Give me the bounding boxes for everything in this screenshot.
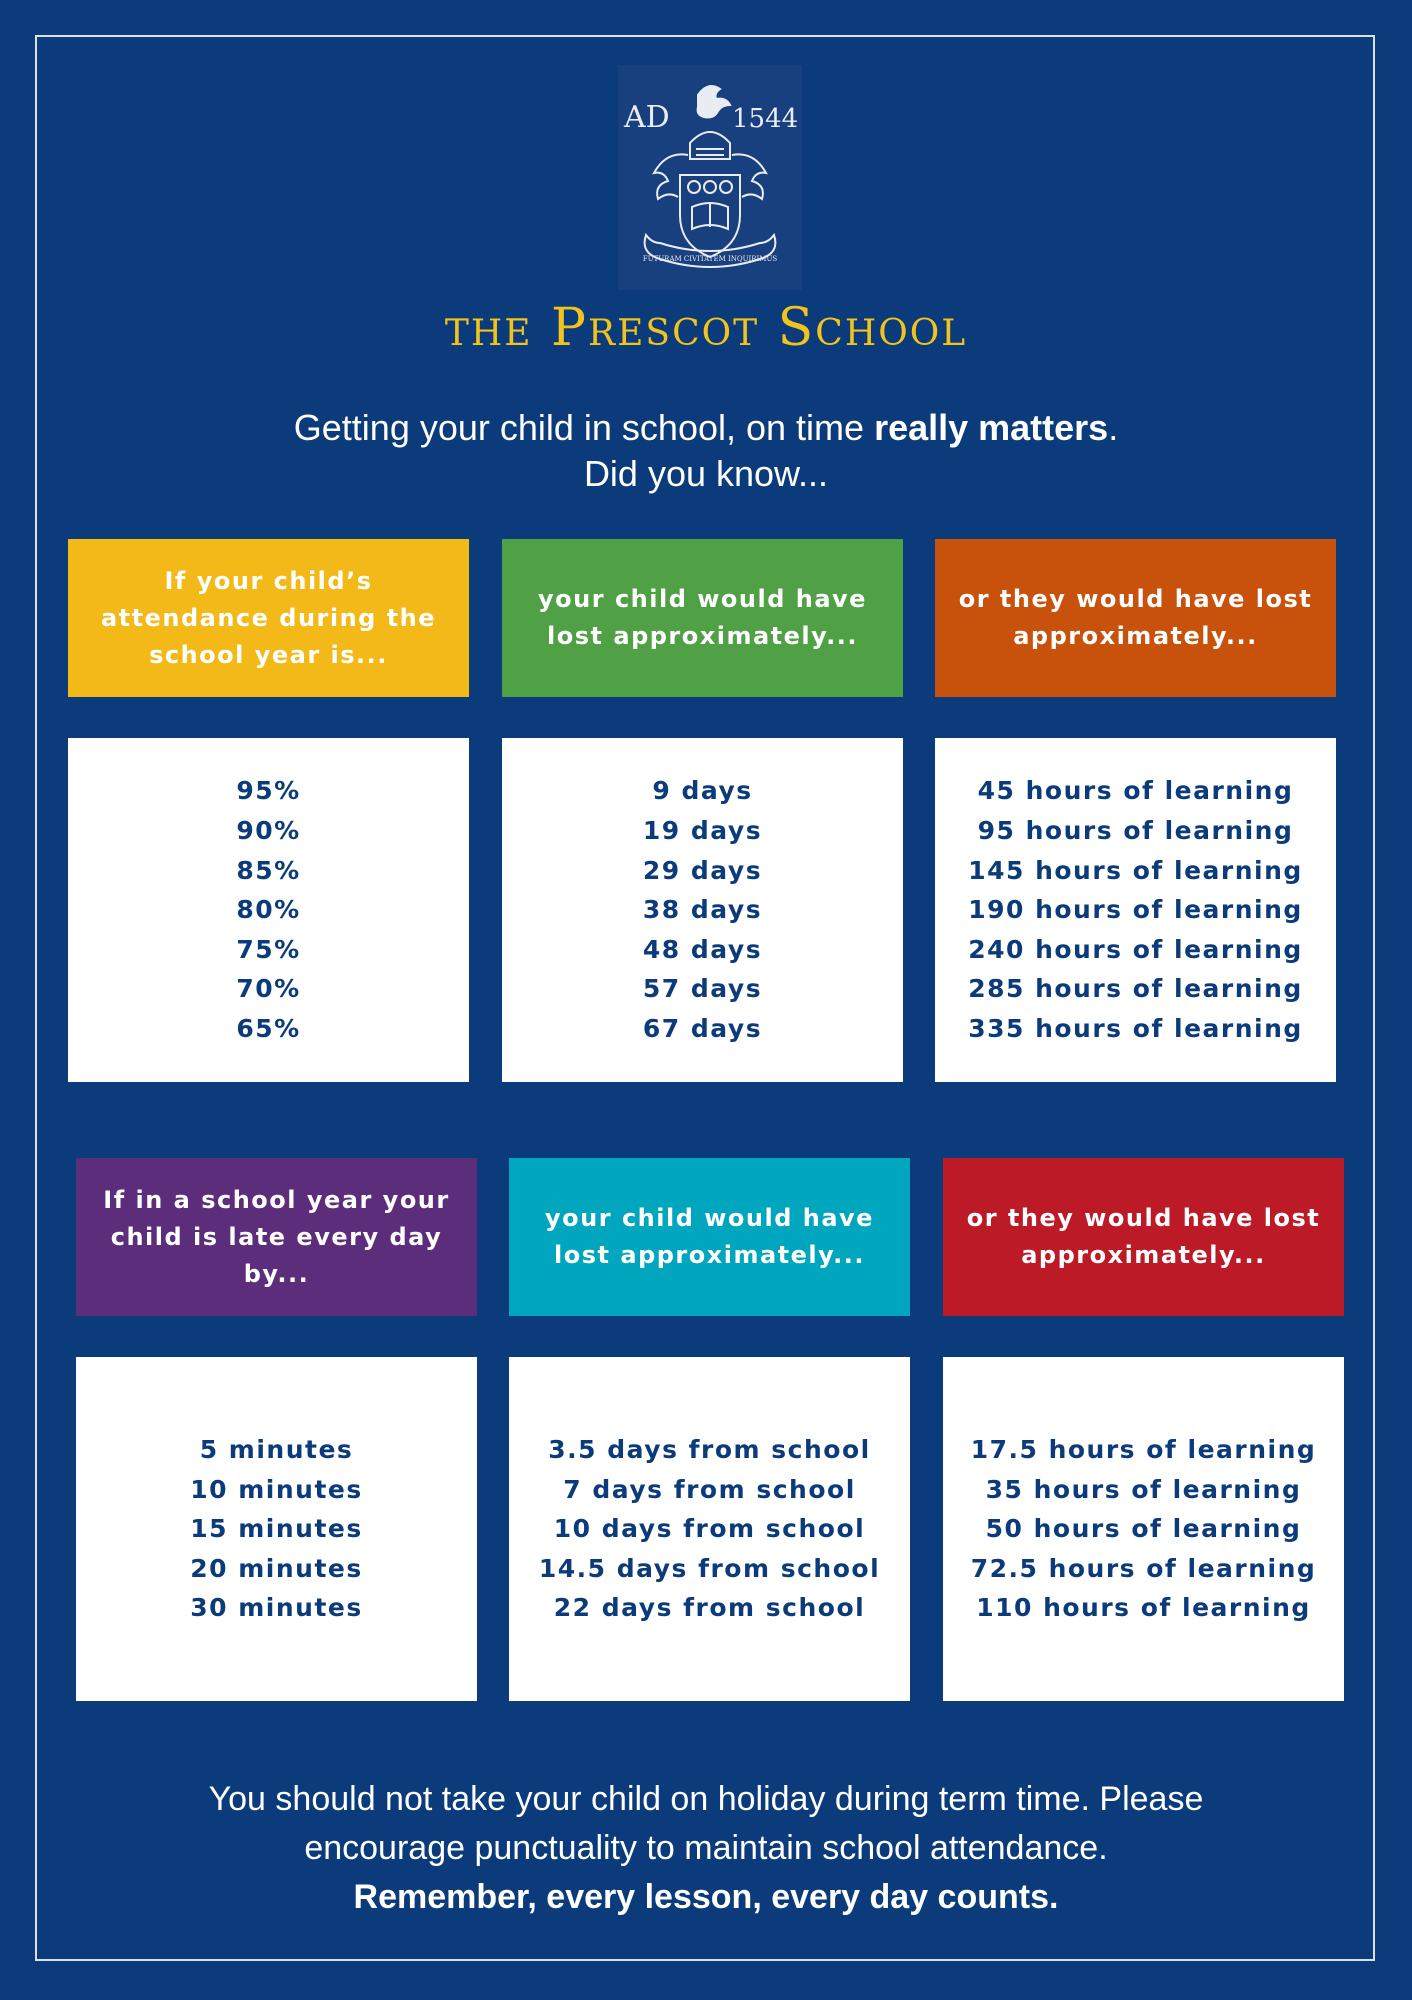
list-item: 75%: [236, 934, 301, 964]
list-item: 35 hours of learning: [985, 1474, 1302, 1504]
intro-text: [0, 405, 1412, 497]
footer-message: [0, 1775, 1412, 1922]
footer-line-2: encourage punctuality to maintain school attendance.: [304, 1829, 1108, 1867]
lateness-header: If in a school year your child is late every day by...: [76, 1158, 477, 1316]
list-item: 30 minutes: [190, 1593, 363, 1623]
list-item: 72.5 hours of learning: [970, 1553, 1317, 1583]
list-item: 10 days from school: [553, 1514, 866, 1544]
list-item: 45 hours of learning: [977, 776, 1294, 806]
list-item: 29 days: [642, 855, 763, 885]
list-item: 285 hours of learning: [968, 974, 1303, 1004]
footer-line-1: You should not take your child on holiday during term time. Please: [208, 1780, 1204, 1818]
late-hours-lost-header: or they would have lost approximately...: [943, 1158, 1344, 1316]
crest-motto: FUTURAM CIVITATEM INQUIRIMUS: [642, 255, 778, 263]
list-item: 67 days: [642, 1013, 763, 1043]
attendance-percentages: [68, 738, 469, 1082]
list-item: 190 hours of learning: [968, 895, 1303, 925]
list-item: 50 hours of learning: [985, 1514, 1302, 1544]
list-item: 22 days from school: [553, 1593, 866, 1623]
list-item: 335 hours of learning: [968, 1013, 1303, 1043]
attendance-header: If your child’s attendance during the school year is...: [68, 539, 469, 697]
list-item: 65%: [236, 1013, 301, 1043]
list-item: 7 days from school: [563, 1474, 856, 1504]
list-item: 90%: [236, 816, 301, 846]
list-item: 10 minutes: [190, 1474, 363, 1504]
list-item: 145 hours of learning: [968, 855, 1303, 885]
list-item: 38 days: [642, 895, 763, 925]
school-crest-logo: [618, 65, 802, 290]
hours-lost-header: or they would have lost approximately...: [935, 539, 1336, 697]
days-lost-header: your child would have lost approximately...: [502, 539, 903, 697]
list-item: 85%: [236, 855, 301, 885]
attendance-hours-lost: [935, 738, 1336, 1082]
list-item: 9 days: [652, 776, 753, 806]
list-item: 20 minutes: [190, 1553, 363, 1583]
list-item: 17.5 hours of learning: [970, 1435, 1317, 1465]
intro-line-2: Did you know...: [583, 453, 829, 494]
lateness-minutes: [76, 1357, 477, 1701]
crest-year-right: 1544: [732, 104, 799, 134]
late-days-lost-header: your child would have lost approximately...: [509, 1158, 910, 1316]
list-item: 80%: [236, 895, 301, 925]
footer-slogan: Remember, every lesson, every day counts.: [353, 1878, 1059, 1916]
list-item: 5 minutes: [199, 1435, 354, 1465]
list-item: 110 hours of learning: [976, 1593, 1311, 1623]
list-item: 240 hours of learning: [968, 934, 1303, 964]
school-name: the Prescot School: [444, 298, 968, 358]
list-item: 95%: [236, 776, 301, 806]
list-item: 48 days: [642, 934, 763, 964]
list-item: 3.5 days from school: [548, 1435, 871, 1465]
list-item: 14.5 days from school: [538, 1553, 881, 1583]
intro-emphasis: really matters: [874, 407, 1109, 448]
intro-line-1: Getting your child in school, on time really matters.: [293, 407, 1119, 448]
list-item: 95 hours of learning: [977, 816, 1294, 846]
lateness-days-lost: [509, 1357, 910, 1701]
list-item: 19 days: [642, 816, 763, 846]
list-item: 15 minutes: [190, 1514, 363, 1544]
list-item: 57 days: [642, 974, 763, 1004]
crest-year-left: AD: [624, 100, 670, 135]
attendance-days-lost: [502, 738, 903, 1082]
lateness-hours-lost: [943, 1357, 1344, 1701]
list-item: 70%: [236, 974, 301, 1004]
